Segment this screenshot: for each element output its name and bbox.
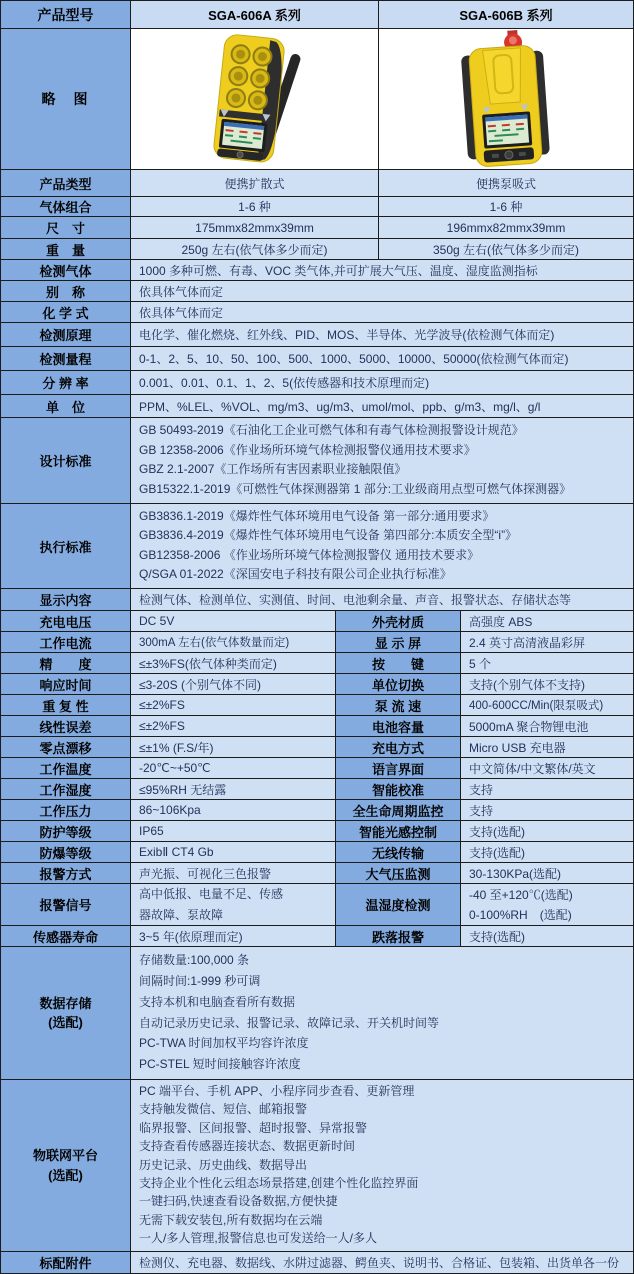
gas-combination-b: 1-6 种 bbox=[379, 197, 633, 216]
alarm-mode-label: 报警方式 bbox=[1, 863, 131, 883]
row-detection-range bbox=[1, 347, 633, 371]
row-product-type bbox=[1, 170, 633, 197]
response-time-value: ≤3-20S (个别气体不同) bbox=[131, 674, 336, 694]
row-resolution bbox=[1, 371, 633, 395]
row-alarm-mode bbox=[1, 863, 633, 884]
alias-label: 别 称 bbox=[1, 281, 131, 301]
protection-rating-label: 防护等级 bbox=[1, 821, 131, 841]
design-standard-line: GBZ 2.1-2007《工作场所有害因素职业接触限值》 bbox=[139, 462, 407, 477]
iot-platform-line: 临界报警、区间报警、超时报警、异常报警 bbox=[139, 1120, 368, 1135]
design-standard-line: GB15322.1-2019《可燃性气体探测器第 1 部分:工业级商用点型可燃气体探测器》 bbox=[139, 482, 572, 497]
accessories-value: 检测仪、充电器、数据线、水阱过滤器、鳄鱼夹、说明书、合格证、包装箱、出货单各一份 bbox=[131, 1252, 633, 1273]
row-detect-gas bbox=[1, 260, 633, 281]
iot-platform-line: 一键扫码,快速查看设备数据,方便快捷 bbox=[139, 1194, 338, 1209]
row-accuracy bbox=[1, 653, 633, 674]
display-screen-label: 显 示 屏 bbox=[336, 632, 461, 652]
smart-calibration-value: 支持 bbox=[461, 779, 633, 799]
lifecycle-monitor-value: 支持 bbox=[461, 800, 633, 820]
design-standard-line: GB 12358-2006《作业场所环境气体检测报警仪通用技术要求》 bbox=[139, 442, 476, 457]
display-content-value: 检测气体、检测单位、实测值、时间、电池剩余量、声音、报警状态、存储状态等 bbox=[131, 589, 633, 610]
row-working-temp bbox=[1, 758, 633, 779]
response-time-label: 响应时间 bbox=[1, 674, 131, 694]
row-alarm-signal bbox=[1, 884, 633, 926]
resolution-value: 0.001、0.01、0.1、1、2、5(依传感器和技术原理而定) bbox=[131, 371, 633, 394]
working-current-label: 工作电流 bbox=[1, 632, 131, 652]
chemical-formula-value: 依具体气体而定 bbox=[131, 302, 633, 322]
charge-method-value: Micro USB 充电器 bbox=[461, 737, 633, 757]
charge-voltage-value: DC 5V bbox=[131, 611, 336, 631]
device-a-illustration bbox=[175, 31, 335, 167]
exec-standard-line: Q/SGA 01-2022《深国安电子科技有限公司企业执行标准》 bbox=[139, 567, 452, 582]
wireless-transmission-value: 支持(选配) bbox=[461, 842, 633, 862]
device-b-image bbox=[379, 29, 633, 169]
language-label: 语言界面 bbox=[336, 758, 461, 778]
row-sensor-life bbox=[1, 926, 633, 947]
repeatability-label: 重 复 性 bbox=[1, 695, 131, 715]
iot-platform-line: 支持触发微信、短信、邮箱报警 bbox=[139, 1102, 308, 1117]
row-detection-principle bbox=[1, 323, 633, 347]
row-weight bbox=[1, 239, 633, 260]
light-sensor-control-label: 智能光感控制 bbox=[336, 821, 461, 841]
sensor-life-label: 传感器寿命 bbox=[1, 926, 131, 946]
detection-range-label: 检测量程 bbox=[1, 347, 131, 370]
accessories-label: 标配附件 bbox=[1, 1252, 131, 1273]
pump-flow-value: 400-600CC/Min(限泵吸式) bbox=[461, 695, 633, 715]
product-type-a: 便携扩散式 bbox=[131, 170, 379, 196]
protection-rating-value: IP65 bbox=[131, 821, 336, 841]
row-working-current bbox=[1, 632, 633, 653]
row-linearity-error bbox=[1, 716, 633, 737]
iot-platform-label: 物联网平台 (选配) bbox=[1, 1080, 131, 1251]
smart-calibration-label: 智能校准 bbox=[336, 779, 461, 799]
data-storage-line: 支持本机和电脑查看所有数据 bbox=[139, 994, 296, 1009]
shell-material-label: 外壳材质 bbox=[336, 611, 461, 631]
temp-humidity-detect-value bbox=[461, 884, 633, 925]
row-charge-voltage bbox=[1, 611, 633, 632]
buttons-value: 5 个 bbox=[461, 653, 633, 673]
row-protection-rating bbox=[1, 821, 633, 842]
barometric-monitor-label: 大气压监测 bbox=[336, 863, 461, 883]
row-gas-combination bbox=[1, 197, 633, 217]
charge-voltage-label: 充电电压 bbox=[1, 611, 131, 631]
data-storage-line: 自动记录历史记录、报警记录、故障记录、开关机时间等 bbox=[139, 1015, 440, 1030]
dimensions-b: 196mmx82mmx39mm bbox=[379, 217, 633, 238]
charge-method-label: 充电方式 bbox=[336, 737, 461, 757]
iot-platform-line: 历史记录、历史曲线、数据导出 bbox=[139, 1157, 308, 1172]
design-standard-line: GB 50493-2019《石油化工企业可燃气体和有毒气体检测报警设计规范》 bbox=[139, 422, 524, 437]
row-working-pressure bbox=[1, 800, 633, 821]
accuracy-value: ≤±3%FS(依气体种类而定) bbox=[131, 653, 336, 673]
iot-platform-line: PC 端平台、手机 APP、小程序同步查看、更新管理 bbox=[139, 1083, 415, 1098]
working-humidity-value: ≤95%RH 无结露 bbox=[131, 779, 336, 799]
alarm-mode-value: 声光振、可视化三色报警 bbox=[131, 863, 336, 883]
data-storage-line: 间隔时间:1-999 秒可调 bbox=[139, 973, 261, 988]
exec-standard-line: GB3836.4-2019《爆炸性气体环境用电气设备 第四部分:本质安全型“i”》 bbox=[139, 528, 518, 543]
linearity-error-label: 线性误差 bbox=[1, 716, 131, 736]
drop-alarm-label: 跌落报警 bbox=[336, 926, 461, 946]
iot-platform-line: 支持企业个性化云组态场景搭建,创建个性化监控界面 bbox=[139, 1176, 419, 1191]
product-model-b: SGA-606B 系列 bbox=[379, 1, 633, 28]
product-model-label: 产品型号 bbox=[1, 1, 131, 28]
row-display-content bbox=[1, 589, 633, 611]
battery-capacity-label: 电池容量 bbox=[336, 716, 461, 736]
unit-value: PPM、%LEL、%VOL、mg/m3、ug/m3、umol/mol、ppb、g/m3、mg/l、g/l bbox=[131, 395, 633, 417]
row-explosion-rating bbox=[1, 842, 633, 863]
row-iot-platform bbox=[1, 1080, 633, 1252]
light-sensor-control-value: 支持(选配) bbox=[461, 821, 633, 841]
exec-standard-label: 执行标准 bbox=[1, 504, 131, 588]
barometric-monitor-value: 30-130KPa(选配) bbox=[461, 863, 633, 883]
temp-humidity-detect-label: 温湿度检测 bbox=[336, 884, 461, 925]
data-storage-line: PC-STEL 短时间接触容许浓度 bbox=[139, 1057, 301, 1072]
chemical-formula-label: 化 学 式 bbox=[1, 302, 131, 322]
row-dimensions bbox=[1, 217, 633, 239]
temp-humidity-line: -40 至+120℃(选配) bbox=[469, 888, 573, 903]
working-temp-value: -20℃~+50℃ bbox=[131, 758, 336, 778]
language-value: 中文简体/中文繁体/英文 bbox=[461, 758, 633, 778]
weight-a: 250g 左右(依气体多少而定) bbox=[131, 239, 379, 259]
row-accessories bbox=[1, 1252, 633, 1273]
alarm-signal-label: 报警信号 bbox=[1, 884, 131, 925]
row-alias bbox=[1, 281, 633, 302]
lifecycle-monitor-label: 全生命周期监控 bbox=[336, 800, 461, 820]
weight-label: 重 量 bbox=[1, 239, 131, 259]
row-data-storage bbox=[1, 947, 633, 1080]
row-product-model bbox=[1, 1, 633, 29]
display-screen-value: 2.4 英寸高清液晶彩屏 bbox=[461, 632, 633, 652]
explosion-rating-value: ExibⅡ CT4 Gb bbox=[131, 842, 336, 862]
shell-material-value: 高强度 ABS bbox=[461, 611, 633, 631]
resolution-label: 分 辨 率 bbox=[1, 371, 131, 394]
temp-humidity-line: 0-100%RH (选配) bbox=[469, 907, 572, 922]
repeatability-value: ≤±2%FS bbox=[131, 695, 336, 715]
working-temp-label: 工作温度 bbox=[1, 758, 131, 778]
working-current-value: 300mA 左右(依气体数量而定) bbox=[131, 632, 336, 652]
product-type-b: 便携泵吸式 bbox=[379, 170, 633, 196]
detect-gas-label: 检测气体 bbox=[1, 260, 131, 280]
working-pressure-value: 86~106Kpa bbox=[131, 800, 336, 820]
product-type-label: 产品类型 bbox=[1, 170, 131, 196]
unit-switch-value: 支持(个别气体不支持) bbox=[461, 674, 633, 694]
detection-principle-value: 电化学、催化燃烧、红外线、PID、MOS、半导体、光学波导(依检测气体而定) bbox=[131, 323, 633, 346]
row-repeatability bbox=[1, 695, 633, 716]
alias-value: 依具体气体而定 bbox=[131, 281, 633, 301]
unit-label: 单 位 bbox=[1, 395, 131, 417]
gas-combination-label: 气体组合 bbox=[1, 197, 131, 216]
display-content-label: 显示内容 bbox=[1, 589, 131, 610]
iot-platform-line: 无需下载安装包,所有数据均在云端 bbox=[139, 1212, 323, 1227]
data-storage-line: PC-TWA 时间加权平均容许浓度 bbox=[139, 1036, 309, 1051]
sensor-life-value: 3~5 年(依原理而定) bbox=[131, 926, 336, 946]
data-storage-value bbox=[131, 947, 633, 1079]
buttons-label: 按 键 bbox=[336, 653, 461, 673]
zero-drift-label: 零点漂移 bbox=[1, 737, 131, 757]
pump-flow-label: 泵 流 速 bbox=[336, 695, 461, 715]
data-storage-label: 数据存储 (选配) bbox=[1, 947, 131, 1079]
exec-standard-value bbox=[131, 504, 633, 588]
explosion-rating-label: 防爆等级 bbox=[1, 842, 131, 862]
gas-combination-a: 1-6 种 bbox=[131, 197, 379, 216]
row-sketch bbox=[1, 29, 633, 170]
detection-principle-label: 检测原理 bbox=[1, 323, 131, 346]
unit-switch-label: 单位切换 bbox=[336, 674, 461, 694]
weight-b: 350g 左右(依气体多少而定) bbox=[379, 239, 633, 259]
row-unit bbox=[1, 395, 633, 418]
product-model-a: SGA-606A 系列 bbox=[131, 1, 379, 28]
zero-drift-value: ≤±1% (F.S/年) bbox=[131, 737, 336, 757]
working-pressure-label: 工作压力 bbox=[1, 800, 131, 820]
alarm-signal-value: 高中低报、电量不足、传感器故障、泵故障 bbox=[131, 884, 336, 925]
wireless-transmission-label: 无线传输 bbox=[336, 842, 461, 862]
row-response-time bbox=[1, 674, 633, 695]
iot-platform-line: 支持查看传感器连接状态、数据更新时间 bbox=[139, 1139, 356, 1154]
device-a-image bbox=[131, 29, 379, 169]
detection-range-value: 0-1、2、5、10、50、100、500、1000、5000、10000、50000(依检测气体而定) bbox=[131, 347, 633, 370]
row-zero-drift bbox=[1, 737, 633, 758]
design-standard-value bbox=[131, 418, 633, 503]
device-b-illustration bbox=[426, 29, 586, 169]
row-exec-standard bbox=[1, 504, 633, 589]
sketch-label: 略 图 bbox=[1, 29, 131, 169]
battery-capacity-value: 5000mA 聚合物锂电池 bbox=[461, 716, 633, 736]
row-chemical-formula bbox=[1, 302, 633, 323]
working-humidity-label: 工作湿度 bbox=[1, 779, 131, 799]
row-design-standard bbox=[1, 418, 633, 504]
design-standard-label: 设计标准 bbox=[1, 418, 131, 503]
detect-gas-value: 1000 多种可燃、有毒、VOC 类气体,并可扩展大气压、温度、湿度监测指标 bbox=[131, 260, 633, 280]
iot-platform-value bbox=[131, 1080, 633, 1251]
data-storage-line: 存储数量:100,000 条 bbox=[139, 953, 250, 968]
exec-standard-line: GB3836.1-2019《爆炸性气体环境用电气设备 第一部分:通用要求》 bbox=[139, 508, 495, 523]
dimensions-a: 175mmx82mmx39mm bbox=[131, 217, 379, 238]
exec-standard-line: GB12358-2006 《作业场所环境气体检测报警仪 通用技术要求》 bbox=[139, 547, 480, 562]
linearity-error-value: ≤±2%FS bbox=[131, 716, 336, 736]
drop-alarm-value: 支持(选配) bbox=[461, 926, 633, 946]
dimensions-label: 尺 寸 bbox=[1, 217, 131, 238]
accuracy-label: 精 度 bbox=[1, 653, 131, 673]
row-working-humidity bbox=[1, 779, 633, 800]
iot-platform-line: 一人/多人管理,报警信息也可发送给一人/多人 bbox=[139, 1231, 378, 1246]
